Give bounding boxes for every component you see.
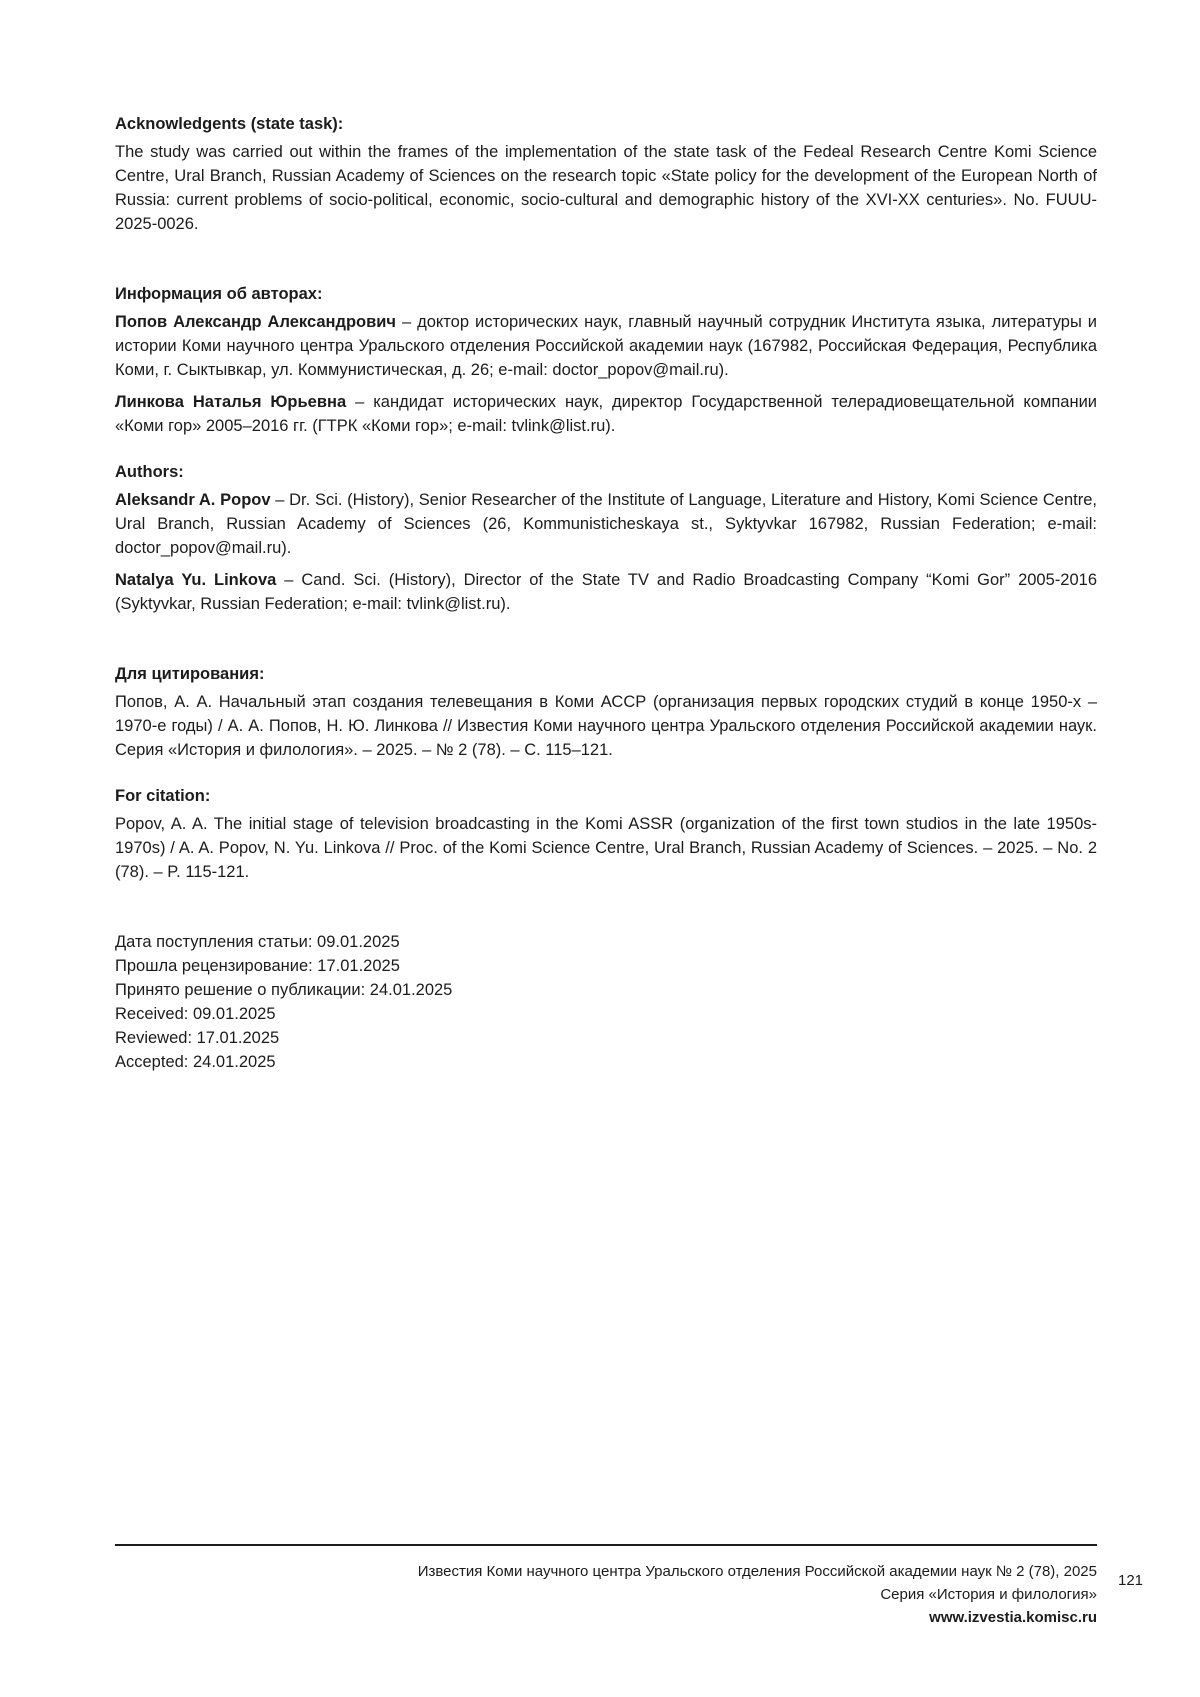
citation-ru-text: Попов, А. А. Начальный этап создания телевещания в Коми АССР (организация первых городских студий в конце 1950-х – 1970-е годы) / А. А. Попов, Н. Ю. Линкова // Известия Коми научного центра Уральского отделения Российской академии наук. Серия «История и филология». – 2025. – № 2 (78). – С. 115–121. xyxy=(115,690,1097,762)
acknowledgements-text: The study was carried out within the frames of the implementation of the state task of the Fedeal Research Centre Komi Science Centre, Ural Branch, Russian Academy of Sciences on the research topic «State policy for the development of the European North of Russia: current problems of socio-political, economic, socio-cultural and demographic history of the XVI-XX centuries». No. FUUU-2025-0026. xyxy=(115,140,1097,236)
footer-website-link[interactable]: www.izvestia.komisc.ru xyxy=(115,1606,1097,1629)
citation-ru-heading: Для цитирования: xyxy=(115,662,1097,686)
date-received-en: Received: 09.01.2025 xyxy=(115,1002,1097,1026)
citation-en-section xyxy=(115,784,1097,884)
citation-en-text: Popov, A. A. The initial stage of television broadcasting in the Komi ASSR (organization of the first town studios in the late 1950s-1970s) / A. A. Popov, N. Yu. Linkova // Proc. of the Komi Science Centre, Ural Branch, Russian Academy of Sciences. – 2025. – No. 2 (78). – P. 115-121. xyxy=(115,812,1097,884)
authors-ru-section xyxy=(115,282,1097,438)
author-en-entry xyxy=(115,568,1097,616)
author-ru-details: – кандидат исторических наук, директор Государственной телерадиовещательной компании «Коми гор» 2005–2016 гг. (ГТРК «Коми гор»; e-mail: tvlink@list.ru). xyxy=(115,393,1097,435)
author-ru-entry xyxy=(115,390,1097,438)
page-number: 121 xyxy=(1118,1571,1143,1591)
author-en-entry xyxy=(115,488,1097,560)
date-reviewed-ru: Прошла рецензирование: 17.01.2025 xyxy=(115,954,1097,978)
date-reviewed-en: Reviewed: 17.01.2025 xyxy=(115,1026,1097,1050)
author-en-details: – Dr. Sci. (History), Senior Researcher of the Institute of Language, Literature and History, Komi Science Centre, Ural Branch, Russian Academy of Sciences (26, Kommunisticheskaya st., Syktyvkar 167982, Russian Federation; e-mail: doctor_popov@mail.ru). xyxy=(115,491,1097,557)
date-received-ru: Дата поступления статьи: 09.01.2025 xyxy=(115,930,1097,954)
citation-ru-section xyxy=(115,662,1097,762)
author-en-details: – Cand. Sci. (History), Director of the State TV and Radio Broadcasting Company “Komi Gor” 2005-2016 (Syktyvkar, Russian Federation; e-mail: tvlink@list.ru). xyxy=(115,571,1097,613)
author-ru-details: – доктор исторических наук, главный научный сотрудник Института языка, литературы и истории Коми научного центра Уральского отделения Российской академии наук (167982, Российская Федерация, Республика Коми, г. Сыктывкар, ул. Коммунистическая, д. 26; e-mail: doctor_popov@mail.ru). xyxy=(115,313,1097,379)
page-content xyxy=(115,112,1097,1074)
author-en-name: Natalya Yu. Linkova xyxy=(115,571,276,589)
author-ru-entry xyxy=(115,310,1097,382)
date-accepted-ru: Принято решение о публикации: 24.01.2025 xyxy=(115,978,1097,1002)
acknowledgements-section xyxy=(115,112,1097,236)
authors-en-heading: Authors: xyxy=(115,460,1097,484)
authors-en-section xyxy=(115,460,1097,616)
acknowledgements-heading: Acknowledgents (state task): xyxy=(115,112,1097,136)
footer-series: Серия «История и филология» xyxy=(115,1583,1097,1606)
author-ru-name: Линкова Наталья Юрьевна xyxy=(115,393,346,411)
article-dates xyxy=(115,930,1097,1074)
footer-divider xyxy=(115,1544,1097,1546)
author-en-name: Aleksandr A. Popov xyxy=(115,491,271,509)
authors-ru-heading: Информация об авторах: xyxy=(115,282,1097,306)
page-footer xyxy=(115,1544,1097,1629)
citation-en-heading: For citation: xyxy=(115,784,1097,808)
author-ru-name: Попов Александр Александрович xyxy=(115,313,396,331)
date-accepted-en: Accepted: 24.01.2025 xyxy=(115,1050,1097,1074)
footer-journal-title: Известия Коми научного центра Уральского отделения Российской академии наук № 2 (78), 2025 xyxy=(115,1560,1097,1583)
footer-journal-info xyxy=(115,1560,1097,1629)
